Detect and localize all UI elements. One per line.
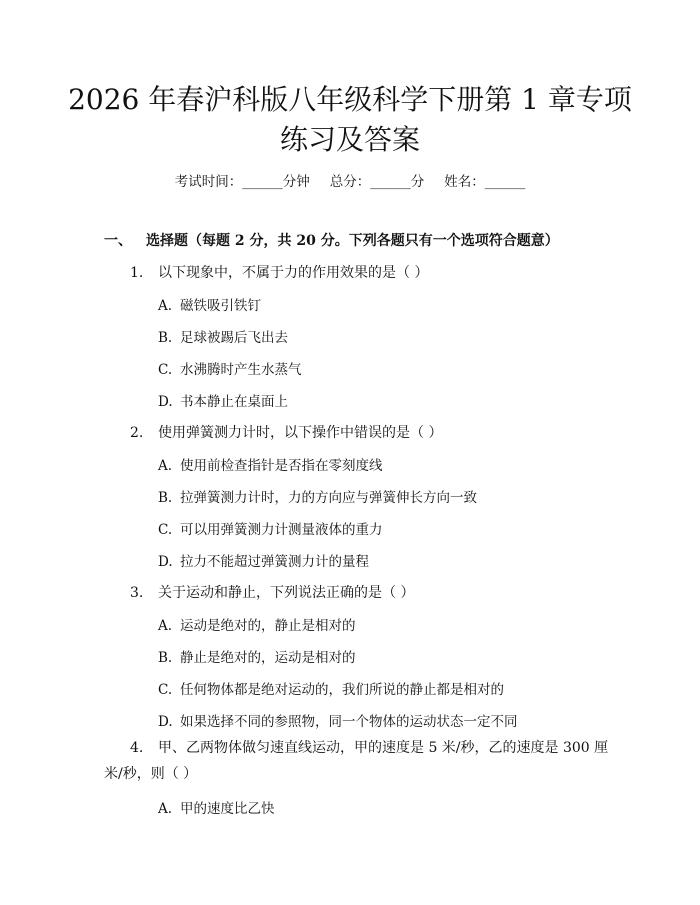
question-3-option-d [158, 710, 518, 730]
question-text: 关于运动和静止，下列说法正确的是（ ） [158, 585, 415, 601]
option-text: 拉弹簧测力计时，力的方向应与弹簧伸长方向一致 [180, 490, 477, 506]
option-text: 足球被踢后飞出去 [180, 330, 288, 346]
question-number: 1. [130, 265, 144, 281]
question-1-option-d [158, 390, 288, 410]
question-3-option-a [158, 614, 356, 634]
question-2-option-b [158, 486, 477, 506]
student-name: 姓名：______ [444, 174, 526, 190]
option-letter: D. [158, 714, 173, 730]
question-4-stem-line-2: 米/秒，则（ ） [104, 766, 198, 782]
option-letter: B. [158, 330, 173, 346]
option-text: 运动是绝对的，静止是相对的 [180, 618, 356, 634]
option-letter: D. [158, 394, 173, 410]
option-letter: C. [158, 522, 173, 538]
option-letter: B. [158, 490, 173, 506]
option-letter: B. [158, 650, 173, 666]
option-text: 书本静止在桌面上 [180, 394, 288, 410]
question-number: 4. [130, 740, 144, 756]
question-3-stem [130, 582, 414, 602]
option-letter: C. [158, 682, 173, 698]
section-heading [104, 230, 559, 250]
exam-meta [0, 170, 700, 190]
option-letter: A. [158, 618, 173, 634]
document-title-line-1: 2026 年春沪科版八年级科学下册第 1 章专项 [68, 83, 632, 116]
option-letter: C. [158, 362, 173, 378]
question-1-option-c [158, 358, 302, 378]
section-number: 一、 [104, 233, 132, 249]
question-text: 以下现象中，不属于力的作用效果的是（ ） [158, 265, 429, 281]
question-number: 3. [130, 585, 144, 601]
option-text: 使用前检查指针是否指在零刻度线 [180, 458, 383, 474]
question-4-stem-line-1 [130, 737, 608, 757]
question-4-option-a [158, 797, 275, 817]
option-text: 拉力不能超过弹簧测力计的量程 [180, 554, 369, 570]
option-text: 磁铁吸引铁钉 [180, 298, 261, 314]
option-letter: A. [158, 298, 173, 314]
question-2-stem [130, 422, 442, 442]
option-letter: A. [158, 801, 173, 817]
question-1-stem [130, 262, 428, 282]
exam-total-score: 总分：______分 [329, 174, 425, 190]
exam-time: 考试时间：______分钟 [174, 174, 310, 190]
question-3-option-c [158, 678, 504, 698]
option-text: 如果选择不同的参照物，同一个物体的运动状态一定不同 [180, 714, 518, 730]
document-title-line-2: 练习及答案 [279, 123, 420, 156]
option-text: 可以用弹簧测力计测量液体的重力 [180, 522, 383, 538]
question-text: 甲、乙两物体做匀速直线运动，甲的速度是 5 米/秒，乙的速度是 300 厘 [158, 740, 609, 756]
option-text: 水沸腾时产生水蒸气 [180, 362, 302, 378]
question-1-option-a [158, 294, 261, 314]
question-text: 使用弹簧测力计时，以下操作中错误的是（ ） [158, 425, 443, 441]
question-2-option-c [158, 518, 383, 538]
question-3-option-b [158, 646, 356, 666]
option-letter: D. [158, 554, 173, 570]
question-number: 2. [130, 425, 144, 441]
option-text: 任何物体都是绝对运动的，我们所说的静止都是相对的 [180, 682, 504, 698]
question-2-option-a [158, 454, 383, 474]
question-2-option-d [158, 550, 369, 570]
option-text: 静止是绝对的，运动是相对的 [180, 650, 356, 666]
option-text: 甲的速度比乙快 [180, 801, 275, 817]
option-letter: A. [158, 458, 173, 474]
question-1-option-b [158, 326, 288, 346]
section-title: 选择题（每题 2 分，共 20 分。下列各题只有一个选项符合题意） [146, 233, 559, 249]
